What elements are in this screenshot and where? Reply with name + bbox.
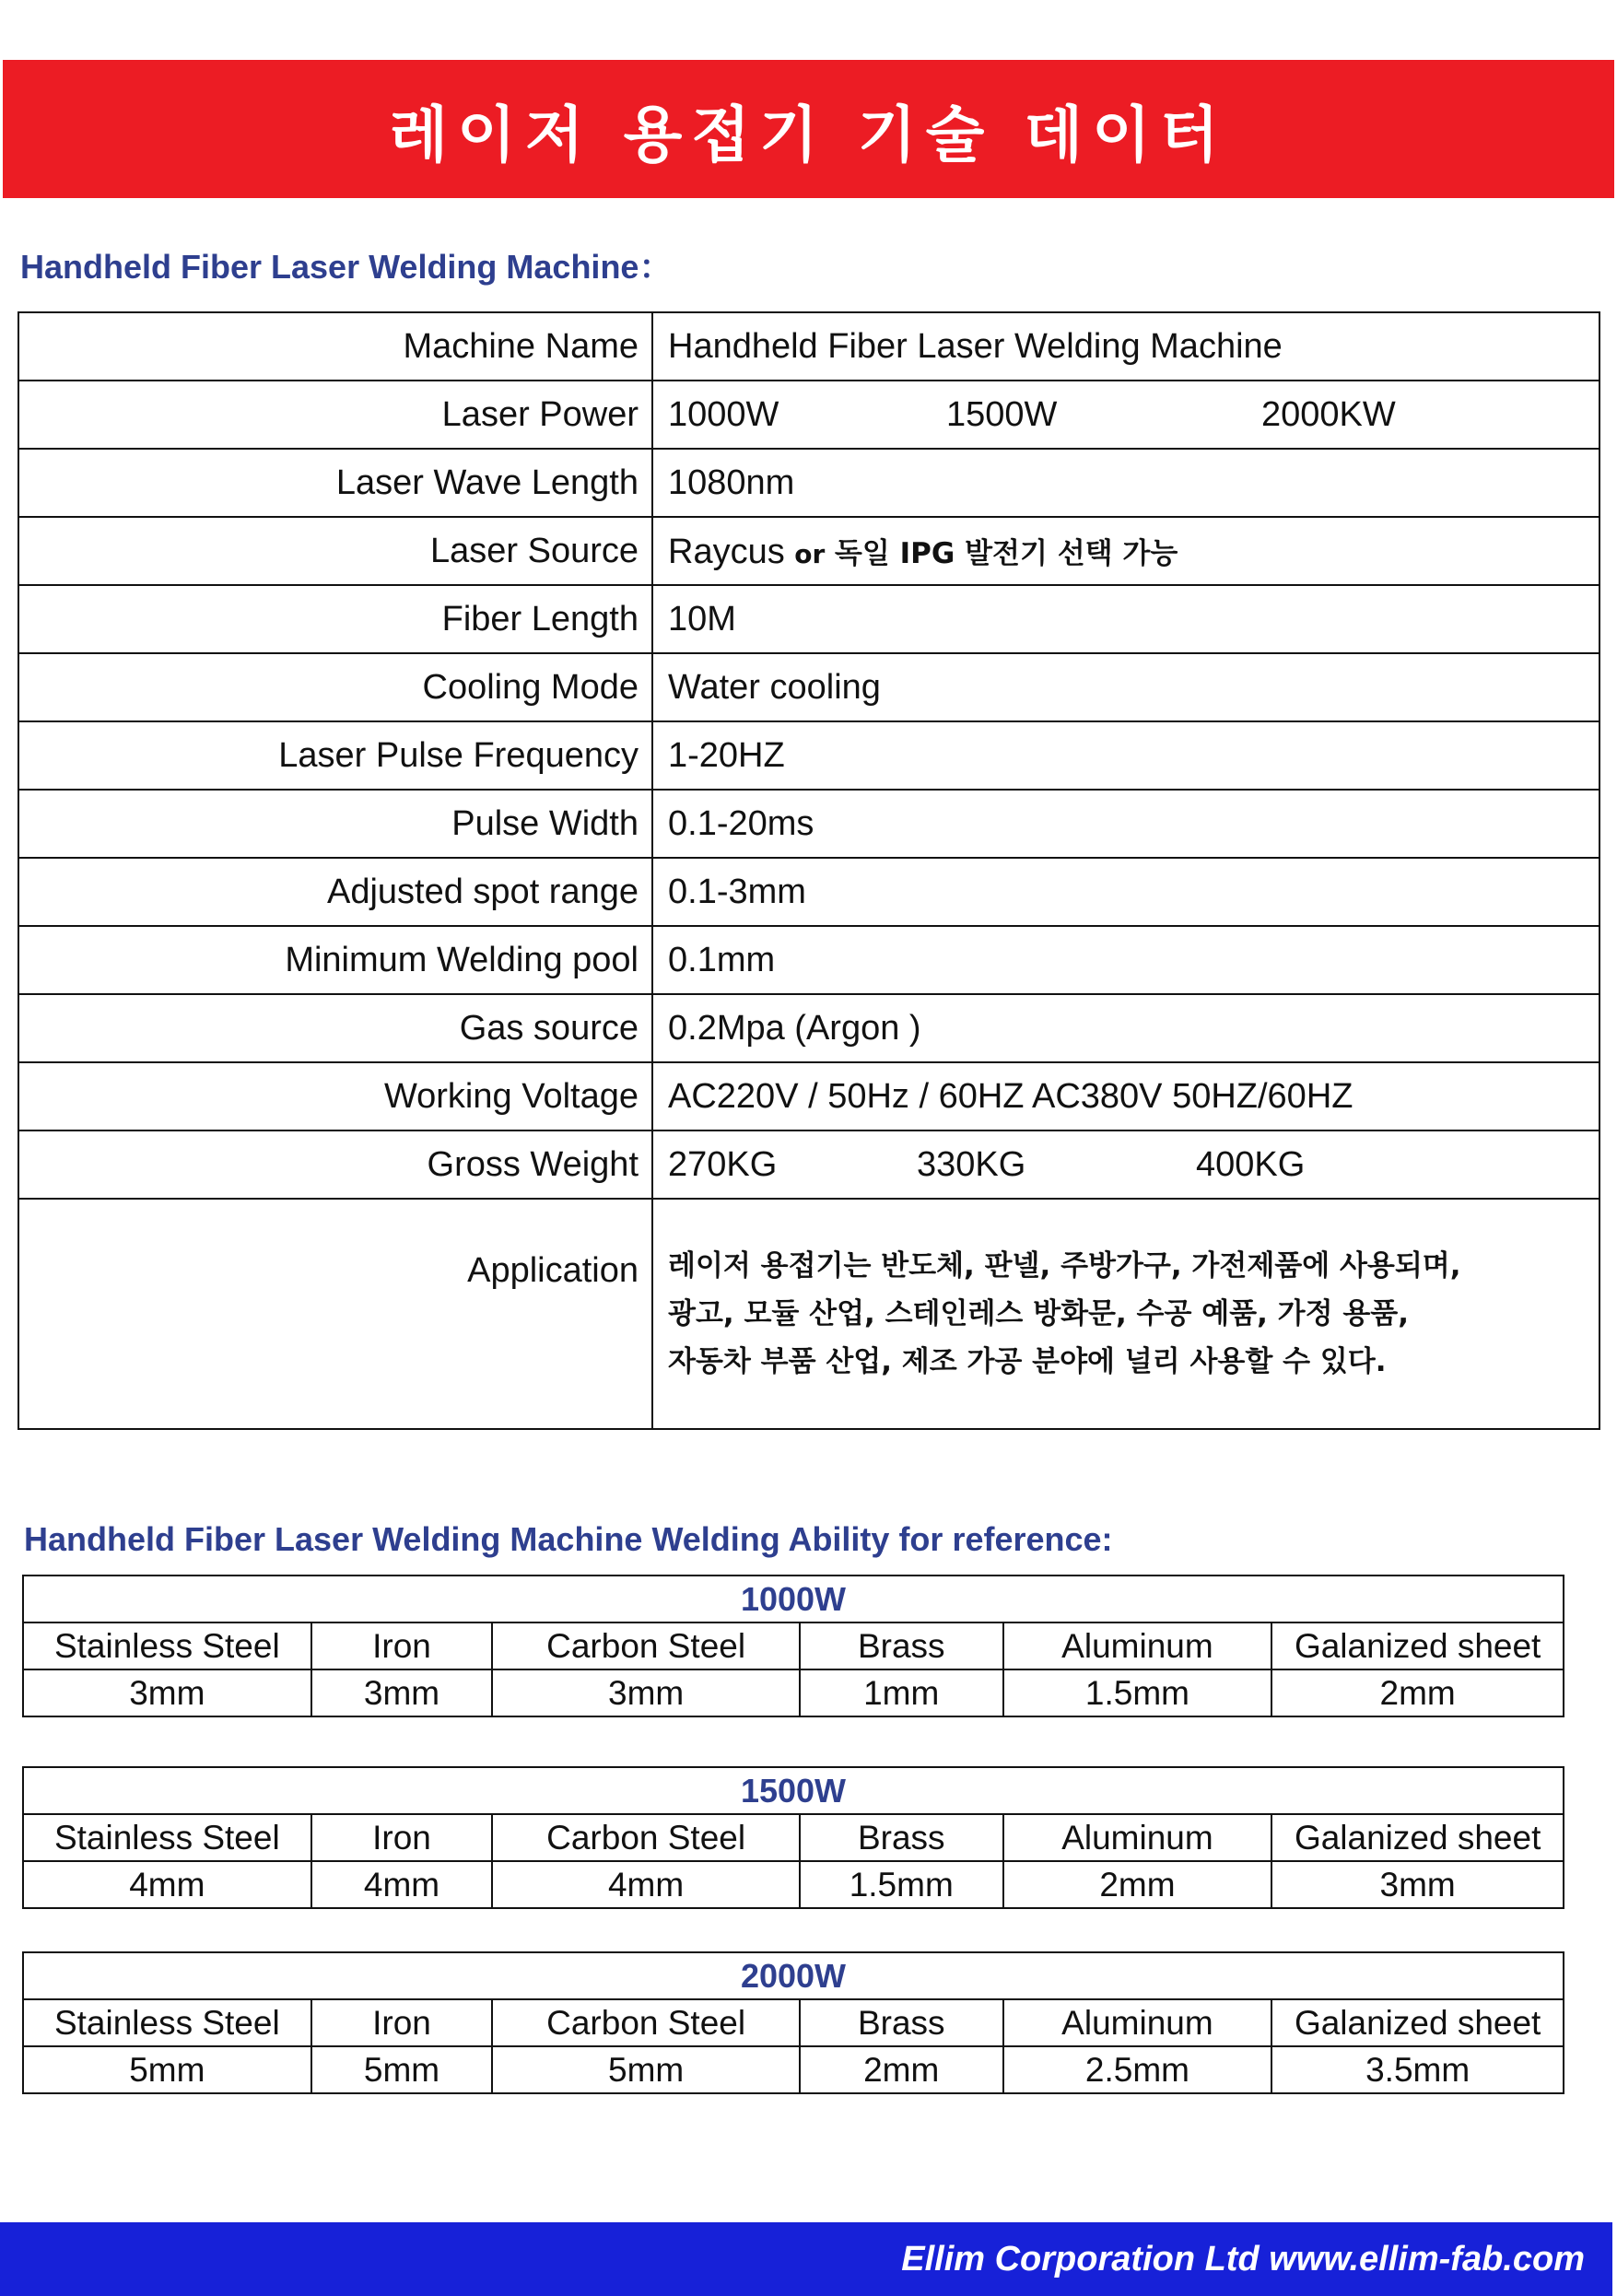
spec-value: Handheld Fiber Laser Welding Machine xyxy=(652,312,1599,381)
laser-power-values xyxy=(668,395,1599,435)
gross-weight-values xyxy=(668,1145,1599,1185)
material-header-row xyxy=(23,1622,1564,1669)
footer-company-website: Ellim Corporation Ltd www.ellim-fab.com xyxy=(901,2239,1585,2278)
spec-label: Machine Name xyxy=(18,312,652,381)
spec-label: Minimum Welding pool xyxy=(18,926,652,994)
spec-label: Laser Pulse Frequency xyxy=(18,721,652,790)
material-header: Stainless Steel xyxy=(23,1814,311,1861)
spec-value xyxy=(652,1199,1599,1429)
power-row xyxy=(23,1767,1564,1814)
thickness-value: 5mm xyxy=(492,2046,800,2093)
thickness-row xyxy=(23,2046,1564,2093)
thickness-value: 1mm xyxy=(800,1669,1003,1716)
thickness-value: 1.5mm xyxy=(1003,1669,1272,1716)
material-header: Iron xyxy=(311,1999,493,2046)
spec-row xyxy=(18,449,1599,517)
material-header: Stainless Steel xyxy=(23,1999,311,2046)
material-header: Stainless Steel xyxy=(23,1622,311,1669)
spec-value: 0.2Mpa (Argon ) xyxy=(652,994,1599,1062)
title-banner xyxy=(3,60,1614,198)
spec-row xyxy=(18,926,1599,994)
spec-value: 0.1-20ms xyxy=(652,790,1599,858)
laser-power-1500: 1500W xyxy=(946,394,1058,434)
spec-value: 10M xyxy=(652,585,1599,653)
material-header: Brass xyxy=(800,1999,1003,2046)
material-header: Aluminum xyxy=(1003,1814,1272,1861)
spec-value: Water cooling xyxy=(652,653,1599,721)
spec-value: 0.1mm xyxy=(652,926,1599,994)
footer-banner xyxy=(0,2222,1612,2296)
spec-label: Laser Wave Length xyxy=(18,449,652,517)
spec-value: 1080nm xyxy=(652,449,1599,517)
spec-table xyxy=(18,311,1600,1430)
spec-value: 1-20HZ xyxy=(652,721,1599,790)
ability-section-title: Handheld Fiber Laser Welding Machine Welding Ability for reference: xyxy=(24,1520,1113,1558)
application-line: 광고, 모듈 산업, 스테인레스 방화문, 수공 예품, 가정 용품, xyxy=(668,1297,1410,1330)
ability-table-1500w xyxy=(22,1766,1564,1909)
spec-row xyxy=(18,1130,1599,1199)
thickness-value: 4mm xyxy=(311,1861,493,1908)
thickness-value: 5mm xyxy=(23,2046,311,2093)
material-header: Galanized sheet xyxy=(1271,1622,1564,1669)
spec-value xyxy=(652,1130,1599,1199)
spec-row xyxy=(18,1199,1599,1429)
spec-row xyxy=(18,585,1599,653)
spec-row xyxy=(18,790,1599,858)
spec-label: Application xyxy=(18,1199,652,1429)
thickness-row xyxy=(23,1669,1564,1716)
thickness-value: 4mm xyxy=(492,1861,800,1908)
thickness-value: 3mm xyxy=(311,1669,493,1716)
ability-table-1000w xyxy=(22,1575,1564,1717)
gross-weight-1: 270KG xyxy=(668,1144,778,1184)
laser-source-raycus: Raycus xyxy=(668,533,785,571)
thickness-value: 2mm xyxy=(1271,1669,1564,1716)
thickness-value: 5mm xyxy=(311,2046,493,2093)
ability-table-2000w xyxy=(22,1951,1564,2094)
thickness-value: 2.5mm xyxy=(1003,2046,1272,2093)
thickness-value: 2mm xyxy=(800,2046,1003,2093)
material-header: Iron xyxy=(311,1814,493,1861)
thickness-value: 1.5mm xyxy=(800,1861,1003,1908)
laser-source-ipg: 독일 IPG 발전기 선택 가능 xyxy=(834,537,1178,570)
spec-label: Gross Weight xyxy=(18,1130,652,1199)
material-header: Iron xyxy=(311,1622,493,1669)
power-label: 1000W xyxy=(23,1576,1564,1622)
spec-row xyxy=(18,858,1599,926)
gross-weight-3: 400KG xyxy=(1196,1144,1306,1184)
spec-row xyxy=(18,1062,1599,1130)
spec-value xyxy=(652,381,1599,449)
spec-value: AC220V / 50Hz / 60HZ AC380V 50HZ/60HZ xyxy=(652,1062,1599,1130)
spec-row xyxy=(18,994,1599,1062)
thickness-value: 3mm xyxy=(1271,1861,1564,1908)
material-header: Galanized sheet xyxy=(1271,1814,1564,1861)
material-header: Carbon Steel xyxy=(492,1622,800,1669)
thickness-value: 4mm xyxy=(23,1861,311,1908)
laser-power-2000: 2000KW xyxy=(1261,394,1396,434)
application-line: 레이저 용접기는 반도체, 판넬, 주방가구, 가전제품에 사용되며, xyxy=(668,1249,1461,1283)
spec-label: Fiber Length xyxy=(18,585,652,653)
laser-source-or: or xyxy=(794,539,826,569)
spec-row xyxy=(18,381,1599,449)
spec-label: Laser Power xyxy=(18,381,652,449)
power-row xyxy=(23,1576,1564,1622)
spec-value xyxy=(652,517,1599,585)
thickness-value: 2mm xyxy=(1003,1861,1272,1908)
spec-label: Gas source xyxy=(18,994,652,1062)
material-header: Carbon Steel xyxy=(492,1814,800,1861)
power-row xyxy=(23,1952,1564,1999)
spec-section-title: Handheld Fiber Laser Welding Machine： xyxy=(20,248,673,286)
application-text xyxy=(668,1242,1599,1386)
spec-row xyxy=(18,517,1599,585)
gross-weight-2: 330KG xyxy=(917,1144,1026,1184)
thickness-value: 3mm xyxy=(23,1669,311,1716)
material-header-row xyxy=(23,1999,1564,2046)
spec-value: 0.1-3mm xyxy=(652,858,1599,926)
material-header: Brass xyxy=(800,1814,1003,1861)
spec-label: Cooling Mode xyxy=(18,653,652,721)
material-header: Carbon Steel xyxy=(492,1999,800,2046)
laser-power-1000: 1000W xyxy=(668,394,779,434)
material-header-row xyxy=(23,1814,1564,1861)
power-label: 2000W xyxy=(23,1952,1564,1999)
thickness-value: 3mm xyxy=(492,1669,800,1716)
thickness-value: 3.5mm xyxy=(1271,2046,1564,2093)
application-line: 자동차 부품 산업, 제조 가공 분야에 널리 사용할 수 있다. xyxy=(668,1345,1387,1378)
spec-label: Laser Source xyxy=(18,517,652,585)
spec-row xyxy=(18,721,1599,790)
page-title: 레이저 용접기 기술 데이터 xyxy=(389,99,1228,170)
spec-row xyxy=(18,312,1599,381)
material-header: Brass xyxy=(800,1622,1003,1669)
spec-label: Adjusted spot range xyxy=(18,858,652,926)
spec-row xyxy=(18,653,1599,721)
material-header: Aluminum xyxy=(1003,1999,1272,2046)
spec-label: Working Voltage xyxy=(18,1062,652,1130)
material-header: Aluminum xyxy=(1003,1622,1272,1669)
power-label: 1500W xyxy=(23,1767,1564,1814)
spec-label: Pulse Width xyxy=(18,790,652,858)
material-header: Galanized sheet xyxy=(1271,1999,1564,2046)
thickness-row xyxy=(23,1861,1564,1908)
